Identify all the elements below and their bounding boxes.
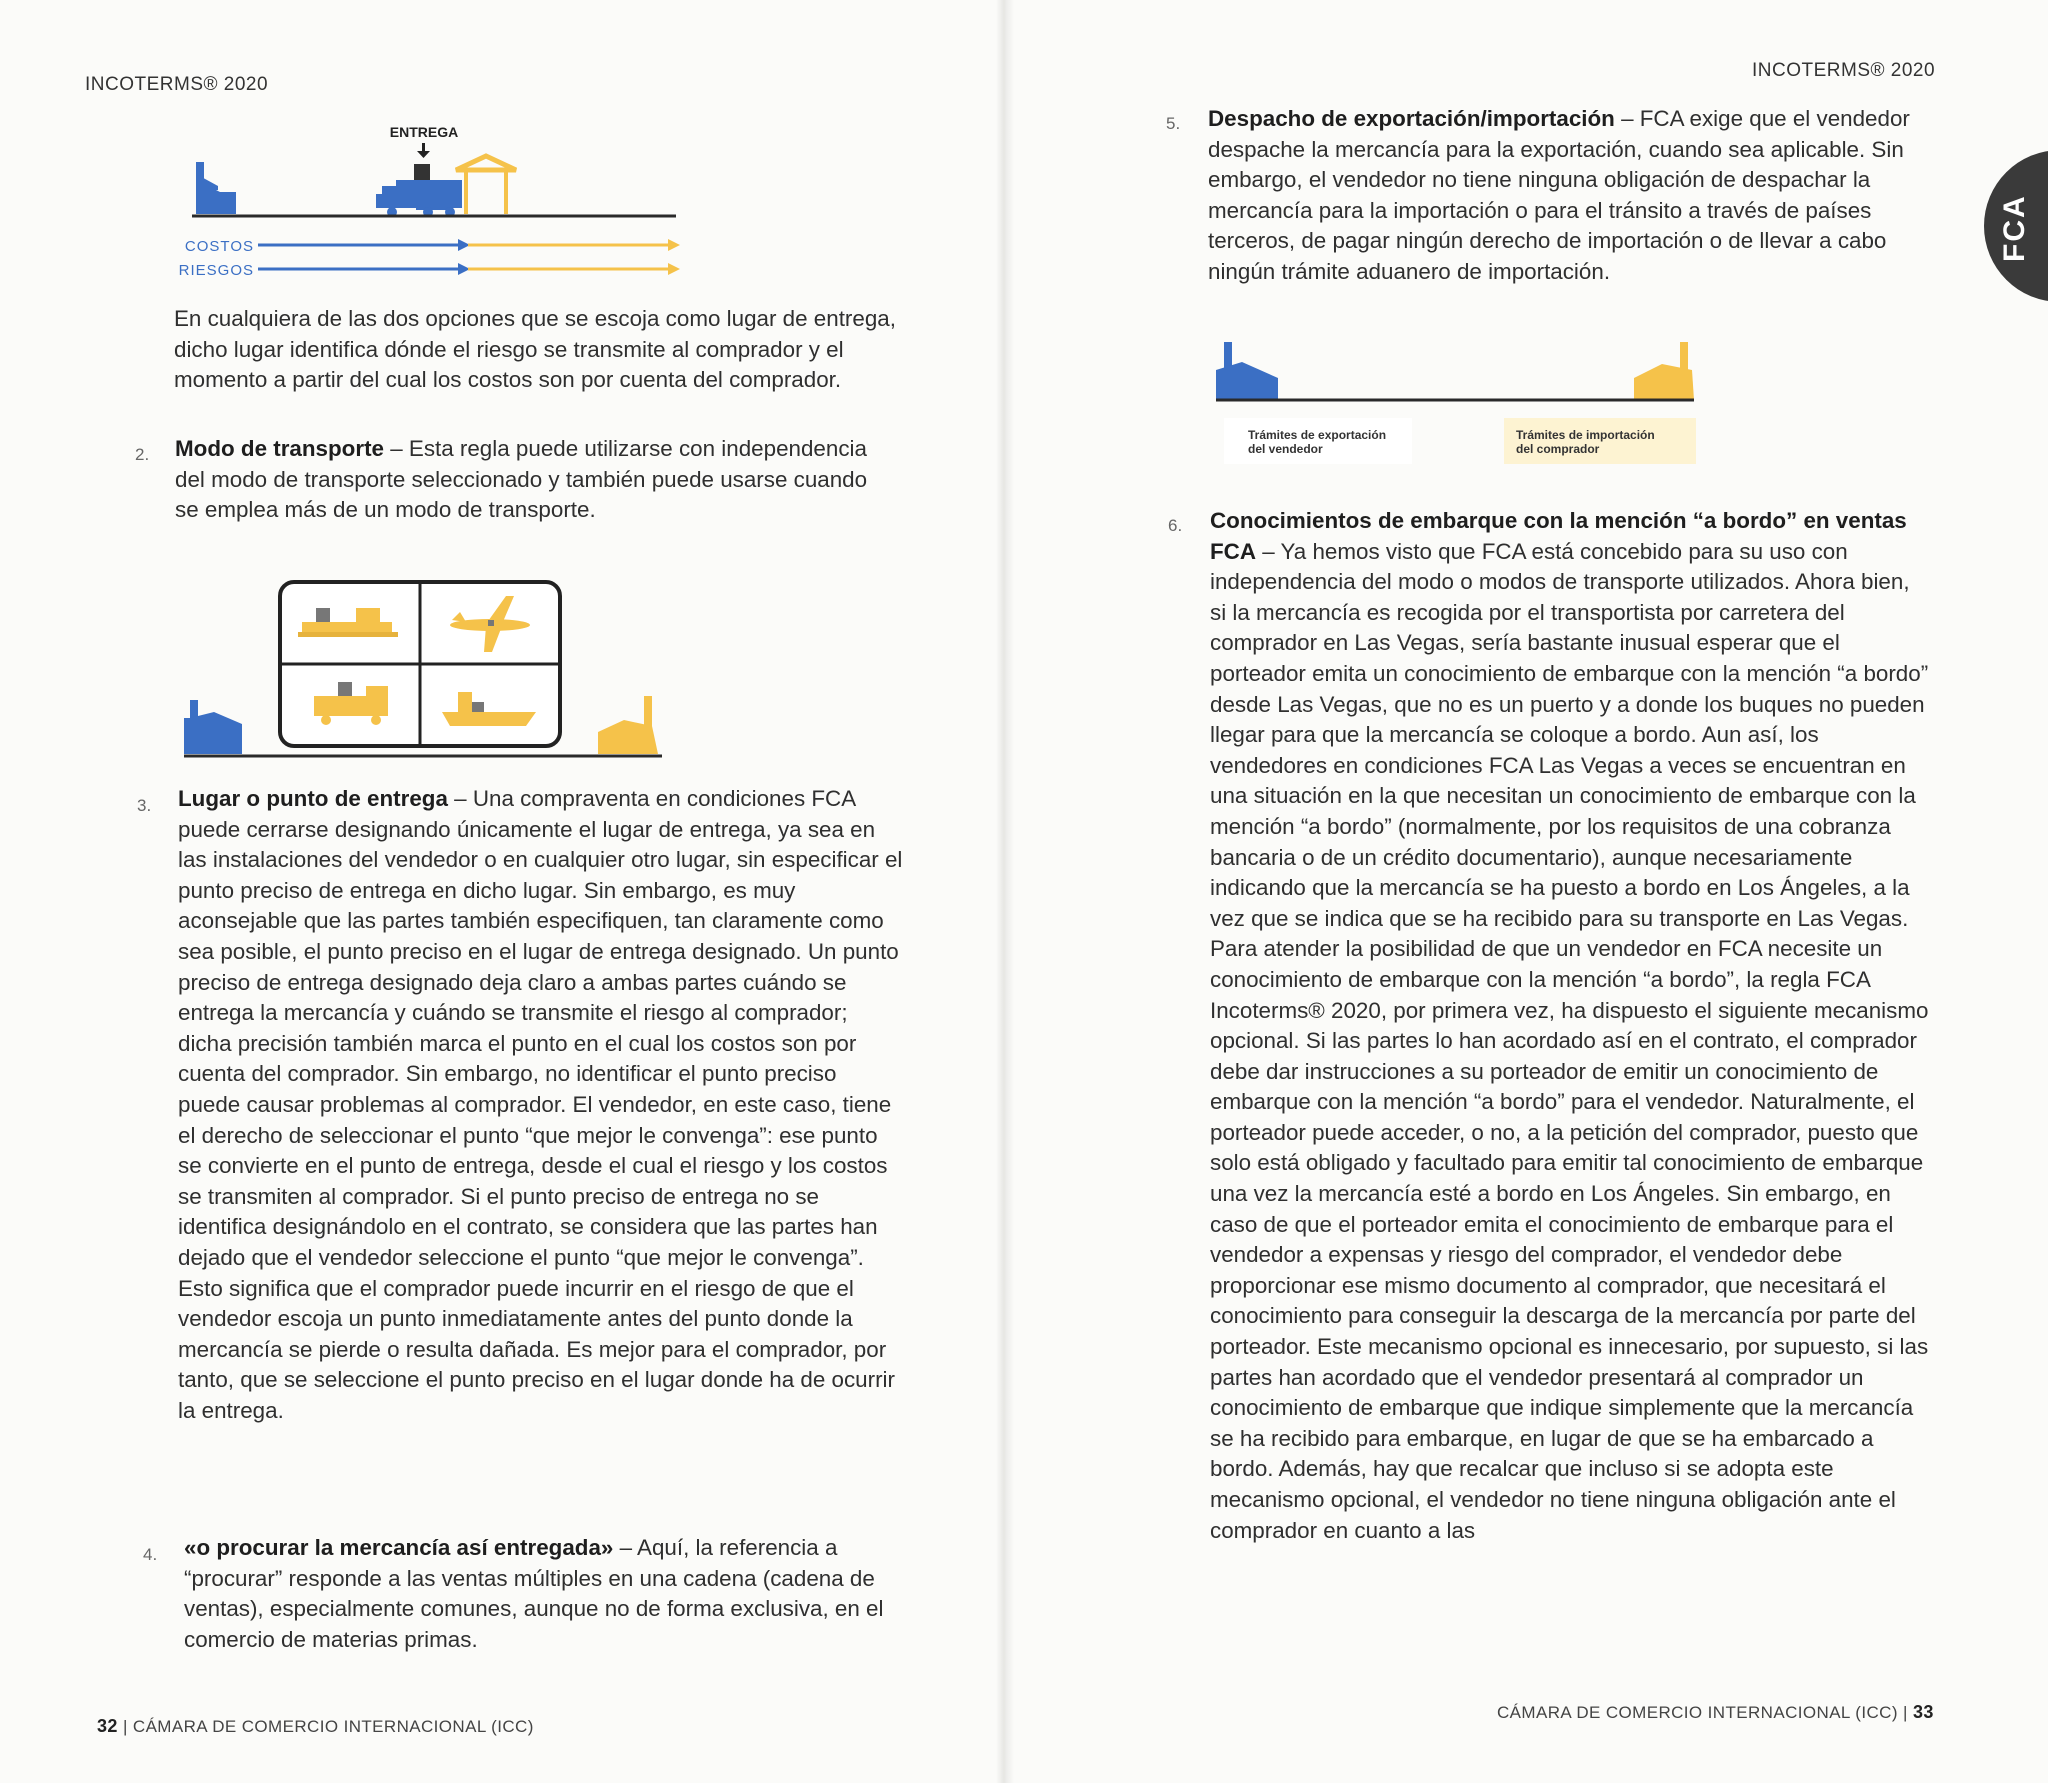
item-2-number: 2. — [135, 445, 150, 464]
item-4-number: 4. — [143, 1545, 158, 1564]
import-formalities-line2: del comprador — [1516, 442, 1600, 456]
entrega-label: ENTREGA — [389, 124, 459, 140]
item-3-number: 3. — [137, 796, 152, 815]
transport-modes-diagram — [180, 578, 670, 760]
seller-factory-icon — [184, 700, 242, 754]
intro-paragraph: En cualquiera de las dos opciones que se escoja como lugar de entrega, dicho lugar identifica dónde el riesgo se transmite al comprador y el momento a partir del cual los costos son por cuenta del comprador. — [174, 306, 896, 393]
item-3-title: Lugar o punto de entrega — [178, 786, 448, 811]
item-4-title: «o procurar la mercancía así entregada» — [184, 1535, 614, 1560]
item-5-text: – FCA exige que el vendedor despache la mercancía para la exportación, cuando sea aplicable. Sin embargo, el vendedor no tiene ninguna obligación de despachar la mercancía para la importación o para el tránsito a través de países terceros, de pagar ningún derecho de importación o de llevar a cabo ningún trámite aduanero de importación. — [1208, 106, 1910, 284]
riesgos-label: RIESGOS — [178, 262, 254, 279]
import-formalities-line1: Trámites de importación — [1516, 428, 1655, 442]
page-header-left: INCOTERMS® 2020 — [85, 74, 269, 95]
customs-formalities-diagram — [1212, 338, 1712, 472]
buyer-factory-icon — [1634, 342, 1694, 400]
seller-factory-icon — [1216, 342, 1278, 400]
truck-icon — [376, 164, 462, 217]
seller-factory-icon — [196, 162, 236, 214]
page-number-left: 32 — [97, 1716, 118, 1736]
page-header-right: INCOTERMS® 2020 — [1752, 60, 1936, 81]
section-tab-label: FCA — [1998, 194, 2031, 262]
delivery-costs-risks-diagram — [170, 118, 690, 288]
item-6-paragraph — [1210, 506, 1930, 1546]
page-footer-right: CÁMARA DE COMERCIO INTERNACIONAL (ICC) | 33 — [1497, 1702, 1934, 1722]
book-gutter — [996, 0, 1014, 1783]
footer-publisher-right: CÁMARA DE COMERCIO INTERNACIONAL (ICC) — [1497, 1703, 1898, 1722]
item-5-number: 5. — [1166, 114, 1181, 133]
item-6-title: Conocimientos de embarque con la mención “a bordo” en ventas FCA — [1210, 508, 1907, 564]
item-5-paragraph — [1208, 104, 1918, 288]
item-2-title: Modo de transporte — [175, 436, 384, 461]
terminal-shelter-icon — [456, 156, 516, 214]
export-formalities-line2: del vendedor — [1248, 442, 1323, 456]
page-footer-left: 32 | CÁMARA DE COMERCIO INTERNACIONAL (ICC) — [97, 1716, 534, 1736]
export-formalities-line1: Trámites de exportación — [1248, 428, 1387, 442]
item-2-paragraph — [175, 434, 875, 526]
item-4-text: – Aquí, la referencia a “procurar” responde a las ventas múltiples en una cadena (cadena de ventas), especialmente comunes, aunque no de forma exclusiva, en el comercio de materias primas. — [184, 1535, 884, 1652]
page-number-right: 33 — [1912, 1702, 1934, 1722]
footer-publisher-left: CÁMARA DE COMERCIO INTERNACIONAL (ICC) — [132, 1717, 534, 1736]
item-6-number: 6. — [1168, 516, 1183, 535]
item-3-paragraph — [178, 784, 904, 1426]
item-2-text: – Esta regla puede utilizarse con independencia del modo de transporte seleccionado y también puede usarse cuando se emplea más de un modo de transporte. — [175, 436, 868, 523]
costos-label: COSTOS — [184, 238, 254, 255]
item-4-paragraph — [184, 1533, 904, 1655]
buyer-factory-icon — [598, 696, 658, 754]
item-5-title: Despacho de exportación/importación — [1208, 106, 1615, 131]
item-6-text: – Ya hemos visto que FCA está concebido para su uso con independencia del modo o modos de transporte utilizados. Ahora bien, si la mercancía es recogida por el transportista por carretera del comprador en Las Vegas, sería bastante inusual esperar que el porteador emita un conocimiento de embarque con la mención “a bordo” desde Las Vegas, que no es un puerto y a donde los buques no pueden llegar para que la mercancía se coloque a bordo. Aun así, los vendedores en condiciones FCA Las Vegas a veces se encuentran en una situación en la que necesitan un conocimiento de embarque con la mención “a bordo” (normalmente, por los requisitos de una cobranza bancaria o de un crédito documentario), aunque necesariamente indicando que la mercancía se ha puesto a bordo en Los Ángeles, a la vez que se indica que se ha recibido para su transporte en Las Vegas. Para atender la posibilidad de que un vendedor en FCA necesite un conocimiento de embarque con la mención “a bordo”, la regla FCA Incoterms® 2020, por primera vez, ha dispuesto el siguiente mecanismo opcional. Si las partes lo han acordado así en el contrato, el comprador debe dar instrucciones a su porteador de emitir un conocimiento de embarque con la mención “a bordo” para el vendedor. Naturalmente, el porteador puede acceder, o no, a la petición del comprador, puesto que solo está obligado y facultado para emitir tal conocimiento de embarque una vez la mercancía esté a bordo en Los Ángeles. Sin embargo, en caso de que el porteador emita el conocimiento de embarque para el vendedor a expensas y riesgo del comprador, el vendedor debe proporcionar ese mismo documento al comprador, que necesitará el conocimiento para conseguir la descarga de la mercancía por parte del porteador. Este mecanismo opcional es innecesario, por supuesto, si las partes han acordado que el vendedor presentará al comprador un conocimiento de embarque que indique simplemente que la mercancía se ha recibido para embarque, en lugar de que se ha embarcado a bordo. Además, hay que recalcar que incluso si se adopta este mecanismo opcional, el vendedor no tiene ninguna obligación ante el comprador en cuanto a las — [1210, 538, 1929, 1543]
item-3-text: – Una compraventa en condiciones FCA puede cerrarse designando únicamente el lugar de entrega, ya sea en las instalaciones del vendedor o en cualquier otro lugar, sin especificar el punto preciso de entrega en dicho lugar. Sin embargo, es muy aconsejable que las partes también especifiquen, tan claramente como sea posible, el punto preciso en el lugar de entrega designado. Un punto preciso de entrega designado deja claro a ambas partes cuándo se entrega la mercancía y cuándo se transmite el riesgo al comprador; dicha precisión también marca el punto en el cual los costos son por cuenta del comprador. Sin embargo, no identificar el punto preciso puede causar problemas al comprador. El vendedor, en este caso, tiene el derecho de seleccionar el punto “que mejor le convenga”: ese punto se convierte en el punto de entrega, desde el cual el riesgo y los costos se transmiten al comprador. Si el punto preciso de entrega no se identifica designándolo en el contrato, se considera que las partes han dejado que el vendedor seleccione el punto “que mejor le convenga”. Esto significa que el comprador puede incurrir en el riesgo de que el vendedor escoja un punto inmediatamente antes del punto donde la mercancía se pierde o resulta dañada. Es mejor para el comprador, por tanto, que se seleccione el punto preciso en el lugar donde ha de ocurrir la entrega. — [178, 786, 903, 1423]
